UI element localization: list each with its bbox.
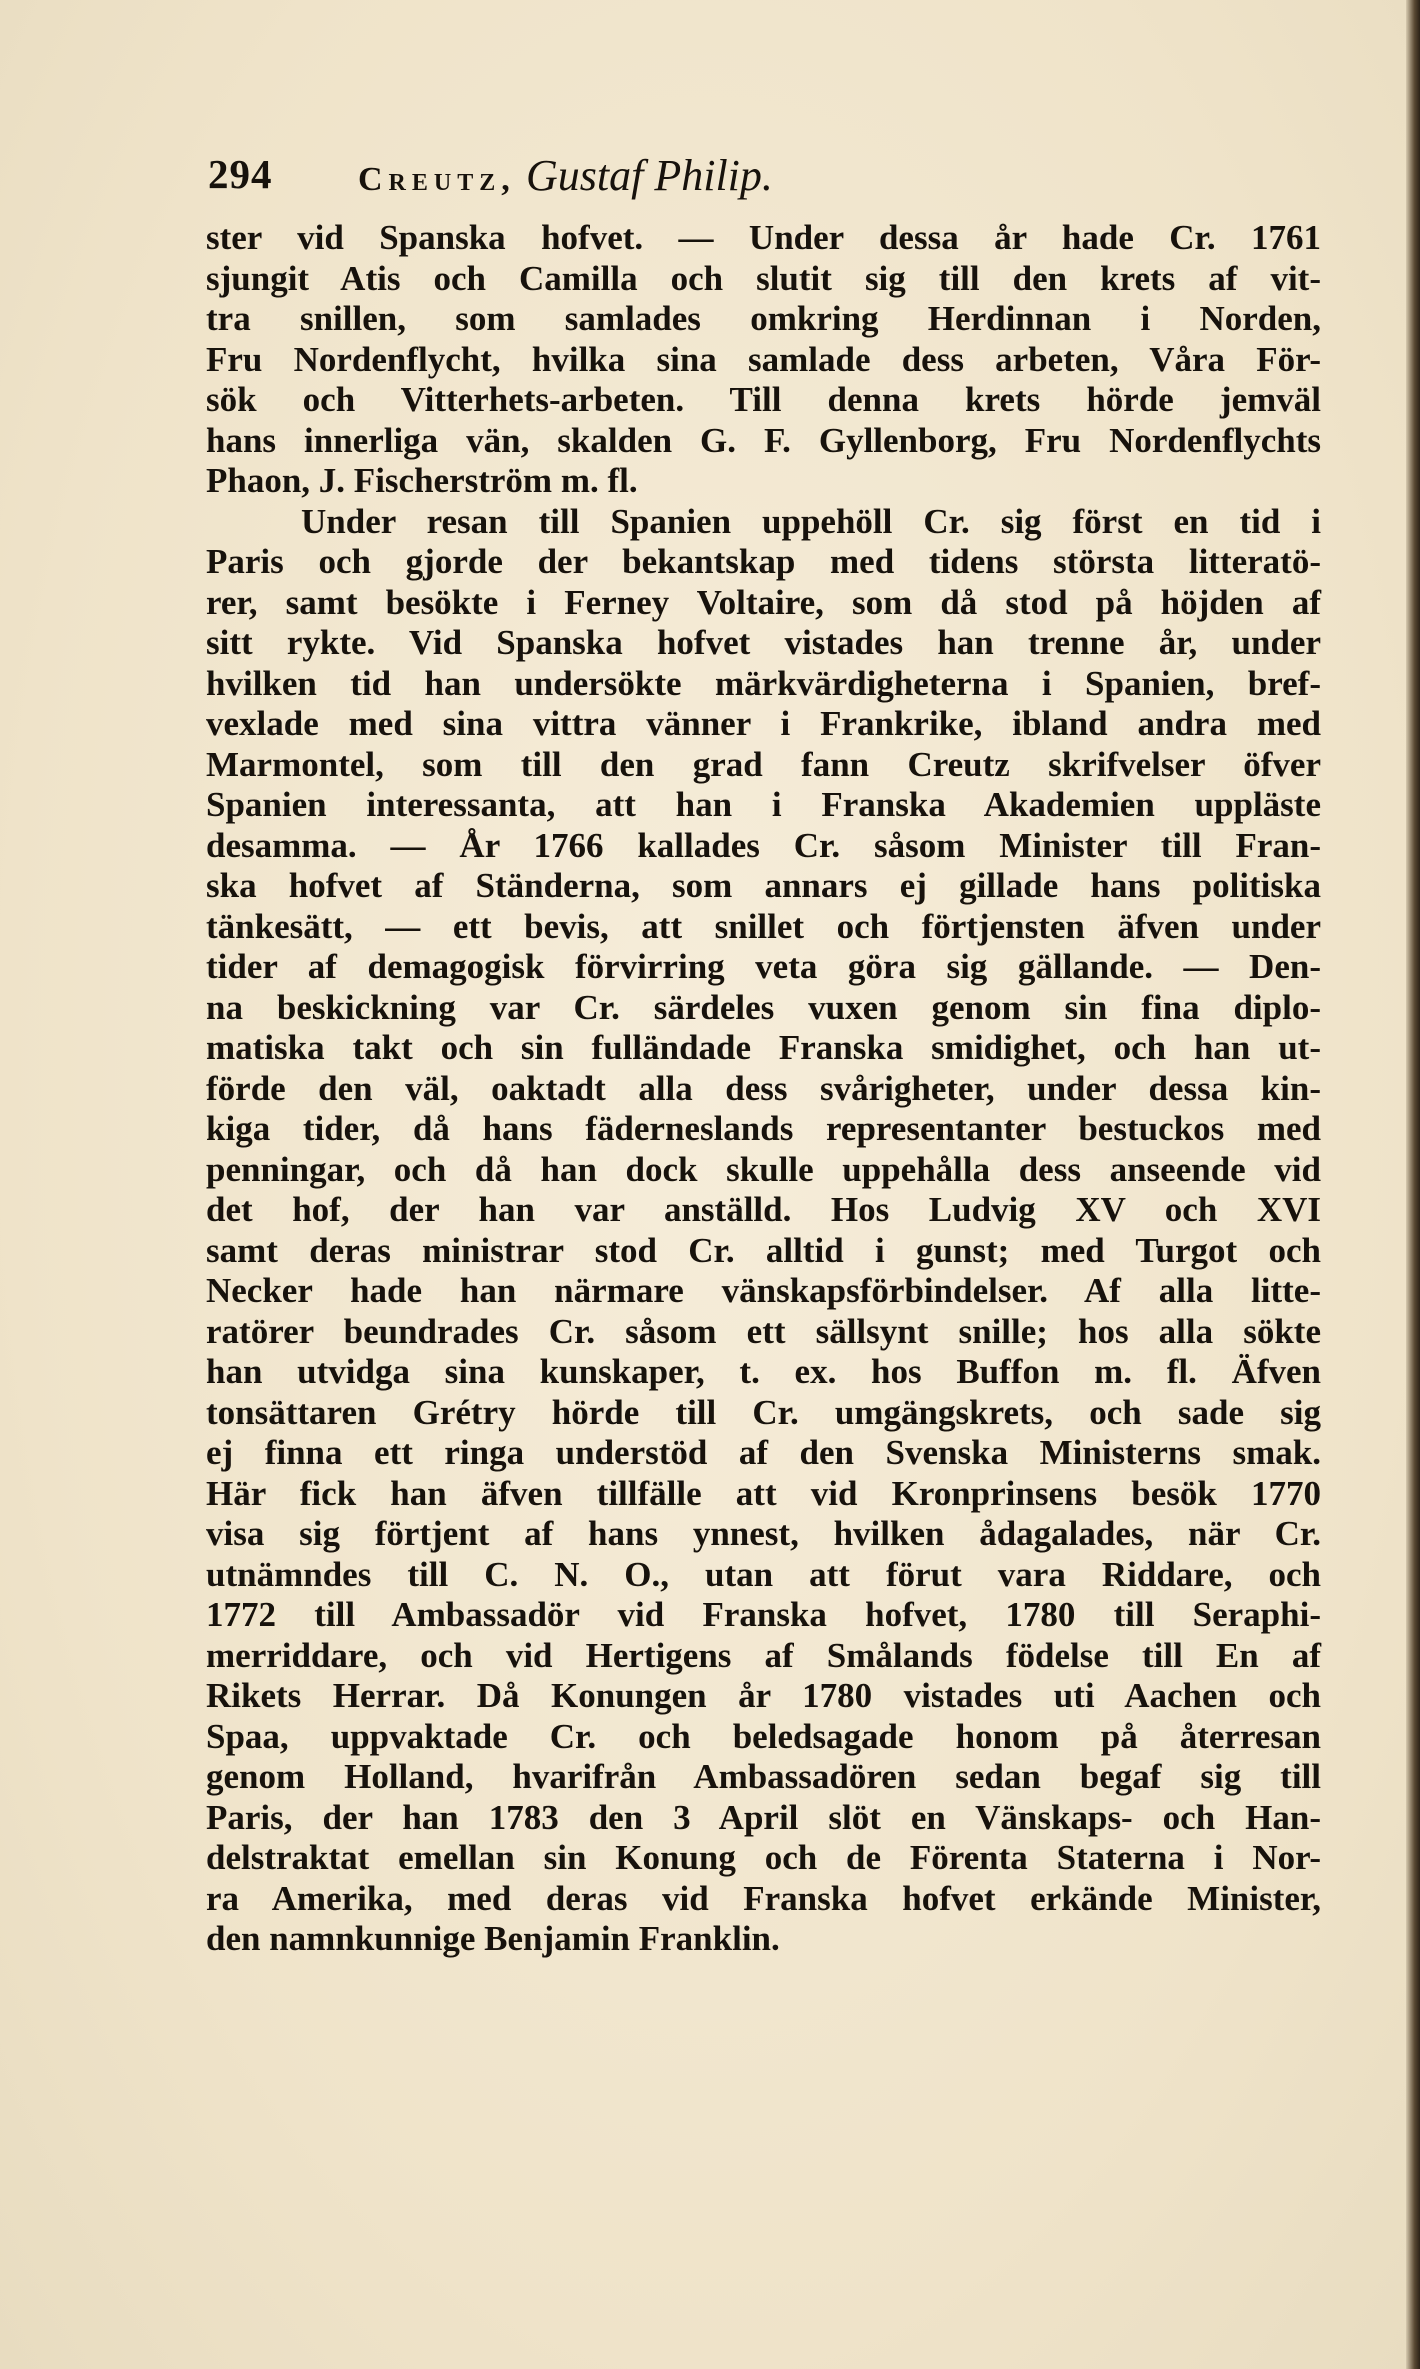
text-line: rer, samt besökte i Ferney Voltaire, som då stod på höjden af <box>206 582 1321 622</box>
text-line: Marmontel, som till den grad fann Creutz skrifvelser öfver <box>206 744 1321 784</box>
text-line: kiga tider, då hans fäderneslands representanter bestuckos med <box>206 1109 1321 1148</box>
text-line: na beskickning var Cr. särdeles vuxen genom sin fina diplo- <box>206 987 1321 1027</box>
running-name: Gustaf Philip. <box>526 151 773 200</box>
page-number: 294 <box>208 151 273 197</box>
text-line: Spaa, uppvaktade Cr. och beledsagade honom på återresan <box>206 1716 1321 1756</box>
page-edge-shadow <box>1406 0 1420 2369</box>
running-title <box>358 150 773 201</box>
text-line: Necker hade han närmare vänskapsförbindelser. Af alla litte- <box>206 1271 1321 1310</box>
text-line: förde den väl, oaktadt alla dess svårigheter, under dessa kin- <box>206 1068 1321 1108</box>
text-line: Paris och gjorde der bekantskap med tidens största litteratö- <box>206 542 1321 581</box>
body-text <box>206 218 1321 1960</box>
text-line: tra snillen, som samlades omkring Herdinnan i Norden, <box>206 299 1321 338</box>
text-line: hvilken tid han undersökte märkvärdigheterna i Spanien, bref- <box>206 663 1321 703</box>
running-author: Creutz, <box>358 161 516 198</box>
text-line: ska hofvet af Ständerna, som annars ej gillade hans politiska <box>206 866 1321 905</box>
text-line: delstraktat emellan sin Konung och de Förenta Staterna i Nor- <box>206 1838 1321 1877</box>
text-line: Rikets Herrar. Då Konungen år 1780 vistades uti Aachen och <box>206 1676 1321 1715</box>
text-line: Under resan till Spanien uppehöll Cr. sig först en tid i <box>301 501 1321 541</box>
text-line: merriddare, och vid Hertigens af Smålands födelse till En af <box>206 1635 1321 1675</box>
text-line: 1772 till Ambassadör vid Franska hofvet, 1780 till Seraphi- <box>206 1595 1321 1634</box>
text-line: Fru Nordenflycht, hvilka sina samlade dess arbeten, Våra För- <box>206 339 1321 379</box>
text-line: samt deras ministrar stod Cr. alltid i gunst; med Turgot och <box>206 1230 1321 1270</box>
text-line: visa sig förtjent af hans ynnest, hvilken ådagalades, när Cr. <box>206 1514 1321 1553</box>
text-line: ratörer beundrades Cr. såsom ett sällsynt snille; hos alla sökte <box>206 1311 1321 1351</box>
text-line: hans innerliga vän, skalden G. F. Gyllenborg, Fru Nordenflychts <box>206 420 1321 460</box>
text-line: Spanien interessanta, att han i Franska Akademien uppläste <box>206 785 1321 824</box>
text-line: utnämndes till C. N. O., utan att förut vara Riddare, och <box>206 1554 1321 1594</box>
text-line: penningar, och då han dock skulle uppehålla dess anseende vid <box>206 1149 1321 1189</box>
text-line: genom Holland, hvarifrån Ambassadören sedan begaf sig till <box>206 1757 1321 1796</box>
text-line: Paris, der han 1783 den 3 April slöt en Vänskaps- och Han- <box>206 1797 1321 1837</box>
text-line: tonsättaren Grétry hörde till Cr. umgängskrets, och sade sig <box>206 1392 1321 1432</box>
text-line: tider af demagogisk förvirring veta göra sig gällande. — Den- <box>206 947 1321 986</box>
text-line: Phaon, J. Fischerström m. fl. <box>206 461 638 500</box>
running-header <box>208 150 1308 210</box>
text-line: han utvidga sina kunskaper, t. ex. hos Buffon m. fl. Äfven <box>206 1352 1321 1391</box>
text-line: Här fick han äfven tillfälle att vid Kronprinsens besök 1770 <box>206 1473 1321 1513</box>
text-line: tänkesätt, — ett bevis, att snillet och förtjensten äfven under <box>206 906 1321 946</box>
text-line: den namnkunnige Benjamin Franklin. <box>206 1919 780 1958</box>
text-line: sök och Vitterhets-arbeten. Till denna krets hörde jemväl <box>206 380 1321 419</box>
text-line: ster vid Spanska hofvet. — Under dessa år hade Cr. 1761 <box>206 218 1321 257</box>
text-line: matiska takt och sin fulländade Franska smidighet, och han ut- <box>206 1028 1321 1067</box>
text-line: desamma. — År 1766 kallades Cr. såsom Minister till Fran- <box>206 825 1321 865</box>
text-line: ej finna ett ringa understöd af den Svenska Ministerns smak. <box>206 1433 1321 1472</box>
text-line: det hof, der han var anställd. Hos Ludvig XV och XVI <box>206 1190 1321 1229</box>
text-line: sjungit Atis och Camilla och slutit sig till den krets af vit- <box>206 258 1321 298</box>
text-line: ra Amerika, med deras vid Franska hofvet erkände Minister, <box>206 1878 1321 1918</box>
text-line: vexlade med sina vittra vänner i Frankrike, ibland andra med <box>206 704 1321 743</box>
text-line: sitt rykte. Vid Spanska hofvet vistades han trenne år, under <box>206 623 1321 662</box>
